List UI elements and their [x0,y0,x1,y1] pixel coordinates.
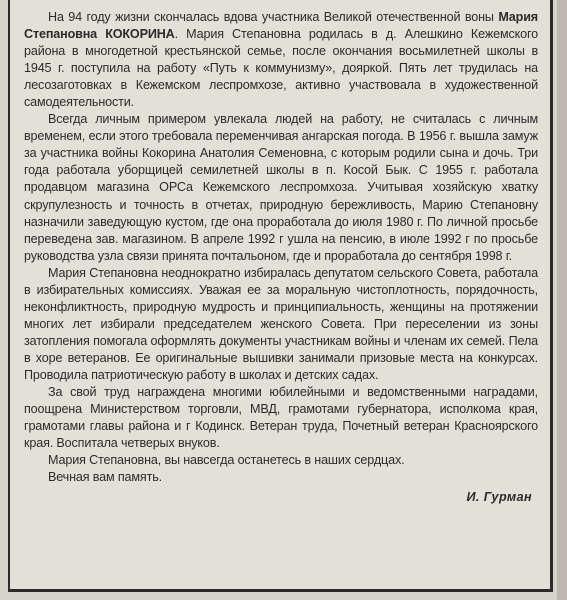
paragraph-biography [24,9,538,111]
paragraph-farewell: Мария Степановна, вы навсегда останетесь в наших сердцах. [48,453,405,468]
paragraph-biography-text: . Мария Степановна родилась в д. Алешкино Кежемского района в многодетной крестьянской семье, после окончания восьмилетней школы в 1945 г. поступила на работу «Путь к коммунизму», дояркой. Пять лет трудилась на лесозаготовках в Кежемском леспромхозе, активно участвовала в художественной самодеятельности. [24,27,538,110]
author-signature: И. Гурман [466,490,532,505]
paragraph-awards: За свой труд награждена многими юбилейными и ведомственными наградами, поощрена Министерством торговли, МВД, грамотами губернатора, исполкома края, грамотами главы района и г Кодинск. Ветеран труда, Почетный ветеран Красноярского края. Воспитала четверых внуков. [24,385,538,451]
deceased-name: Мария Степановна КОКОРИНА [24,10,538,42]
paragraph-memory: Вечная вам память. [48,470,162,485]
paragraph-lead-text: На 94 году жизни скончалась вдова участника Великой отечественной воны [48,10,499,24]
page-edge [557,0,567,600]
obituary-clipping [8,0,553,592]
paragraph-public-service: Мария Степановна неоднократно избиралась депутатом сельского Совета, работала в избирательных комиссиях. Уважая ее за моральную чистоплотность, порядочность, неконфликтность, природную мудрость и принципиальность, женщины на протяжении многих лет избирали председателем женского Совета. При переселении из зоны затопления помогала оформлять документы участникам войны и членам их семей. Пела в хоре ветеранов. Ее оригинальные вышивки занимали призовые места на конкурсах. Проводила патриотическую работу в школах и детских садах. [24,265,538,382]
paragraph-work-life: Всегда личным примером увлекала людей на работу, не считалась с личным временем, если этого требовала переменчивая ангарская погода. В 1956 г. вышла замуж за участника войны Кокорина Анатолия Семеновна, с которым родили сына и дочь. Три года работала уборщицей семилетней школы в п. Косой Бык. С 1955 г. работала продавцом магазина ОРСа Кежемского леспромхоза. Учитывая хозяйскую хватку скрупулезность и точность в отчетах, природную бережливость, Марию Степановну назначили заведующую кустом, где она проработала до июля 1980 г. По личной просьбе переведена зав. магазином. В апреле 1992 г ушла на пенсию, в июле 1992 г по просьбе руководства узла связи принята почтальоном, где и проработала до сентября 1998 г. [24,112,538,263]
